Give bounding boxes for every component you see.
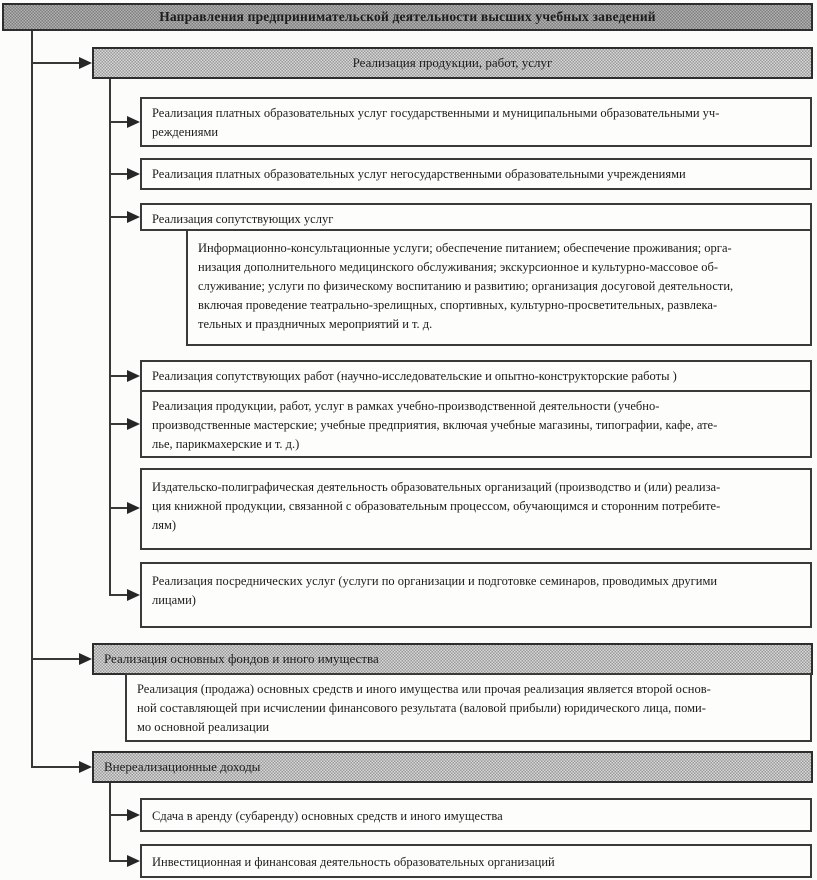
text-line: ция книжной продукции, связанной с образовательным процессом, обучающимся и сторонним потребите- xyxy=(152,499,721,513)
text-line: лицами) xyxy=(152,593,196,607)
text-line: тельных и праздничных мероприятий и т. д. xyxy=(198,317,433,331)
text-line: мо основной реализации xyxy=(137,720,270,734)
section-header-text: Внереализационные доходы xyxy=(104,759,261,774)
text-line: производственные мастерские; учебные предприятия, включая учебные магазины, типографии, кафе, ате- xyxy=(152,418,718,432)
text-line: включая проведение театрально-зрелищных, спортивных, культурно-просветительных, развлека- xyxy=(198,298,718,312)
connector-line xyxy=(32,62,79,64)
text-line: Сдача в аренду (субаренду) основных средств и иного имущества xyxy=(152,809,503,823)
section-header-non-sales-income xyxy=(92,751,813,783)
item-box-related-services xyxy=(140,203,812,231)
text-line: служивание; услуги по физическому воспитанию и развитию; организация досуговой деятельности, xyxy=(198,279,734,293)
connector-line xyxy=(32,766,79,768)
item-box-publishing-activity xyxy=(140,468,812,550)
arrow-right-icon xyxy=(127,855,140,867)
item-box-paid-services-state xyxy=(140,97,812,147)
text-line: реждениями xyxy=(152,125,219,139)
arrow-right-icon xyxy=(127,502,140,514)
connector-vline-section3 xyxy=(109,783,111,862)
connector-line xyxy=(110,814,127,816)
connector-line xyxy=(110,121,127,123)
text-line: Реализация сопутствующих услуг xyxy=(152,212,334,226)
section-header-text: Реализация продукции, работ, услуг xyxy=(352,55,553,70)
connector-line xyxy=(110,594,127,596)
item-box-paid-services-nonstate xyxy=(140,158,812,190)
text-line: Реализация продукции, работ, услуг в рамках учебно-производственной деятельности (учебно- xyxy=(152,399,660,413)
text-line: Реализация (продажа) основных средств и иного имущества или прочая реализация является второй основ- xyxy=(137,682,711,696)
connector-line xyxy=(110,423,127,425)
title-bar xyxy=(2,3,813,31)
text-line: низация дополнительного медицинского обслуживания; экскурсионное и культурно-массовое об- xyxy=(198,260,719,274)
arrow-right-icon xyxy=(127,116,140,128)
item-box-production-activity xyxy=(140,390,812,458)
connector-line xyxy=(110,173,127,175)
connector-vline-section1 xyxy=(109,79,111,596)
connector-line xyxy=(110,375,127,377)
text-line: Инвестиционная и финансовая деятельность образовательных организаций xyxy=(152,855,555,869)
item-box-investment-financial xyxy=(140,844,812,878)
section-header-text: Реализация основных фондов и иного имущества xyxy=(104,651,379,666)
text-line: лям) xyxy=(152,518,177,532)
detail-box-related-services xyxy=(186,229,812,346)
section-header-fixed-assets xyxy=(92,643,813,675)
item-box-rent-lease xyxy=(140,798,812,832)
section-header-products-works-services xyxy=(92,47,813,79)
arrow-right-icon xyxy=(127,809,140,821)
text-line: Реализация сопутствующих работ (научно-исследовательские и опытно-конструкторские работы ) xyxy=(152,369,677,383)
title-text: Направления предпринимательской деятельности высших учебных заведений xyxy=(159,9,656,24)
item-box-intermediary-services xyxy=(140,562,812,628)
item-box-related-works xyxy=(140,360,812,392)
arrow-right-icon xyxy=(127,211,140,223)
connector-line xyxy=(110,216,127,218)
text-line: лье, парикмахерские и т. д.) xyxy=(152,437,300,451)
arrow-right-icon xyxy=(127,168,140,180)
text-line: Издательско-полиграфическая деятельность образовательных организаций (производство и (или) реализа- xyxy=(152,480,721,494)
text-line: Реализация платных образовательных услуг государственными и муниципальными образовательными уч- xyxy=(152,106,720,120)
detail-box-fixed-assets xyxy=(125,673,812,742)
text-line: Информационно-консультационные услуги; обеспечение питанием; обеспечение проживания; орга- xyxy=(198,241,732,255)
arrow-right-icon xyxy=(79,653,92,665)
text-line: Реализация платных образовательных услуг негосударственными образовательными учреждениями xyxy=(152,167,686,181)
text-line: Реализация посреднических услуг (услуги по организации и подготовке семинаров, проводимых другими xyxy=(152,574,718,588)
connector-line xyxy=(110,507,127,509)
arrow-right-icon xyxy=(127,370,140,382)
connector-line xyxy=(110,860,127,862)
connector-line xyxy=(32,658,79,660)
arrow-right-icon xyxy=(127,418,140,430)
arrow-right-icon xyxy=(127,589,140,601)
arrow-right-icon xyxy=(79,57,92,69)
arrow-right-icon xyxy=(79,761,92,773)
text-line: ной составляющей при исчислении финансового результата (валовой прибыли) юридического лица, поми- xyxy=(137,701,706,715)
